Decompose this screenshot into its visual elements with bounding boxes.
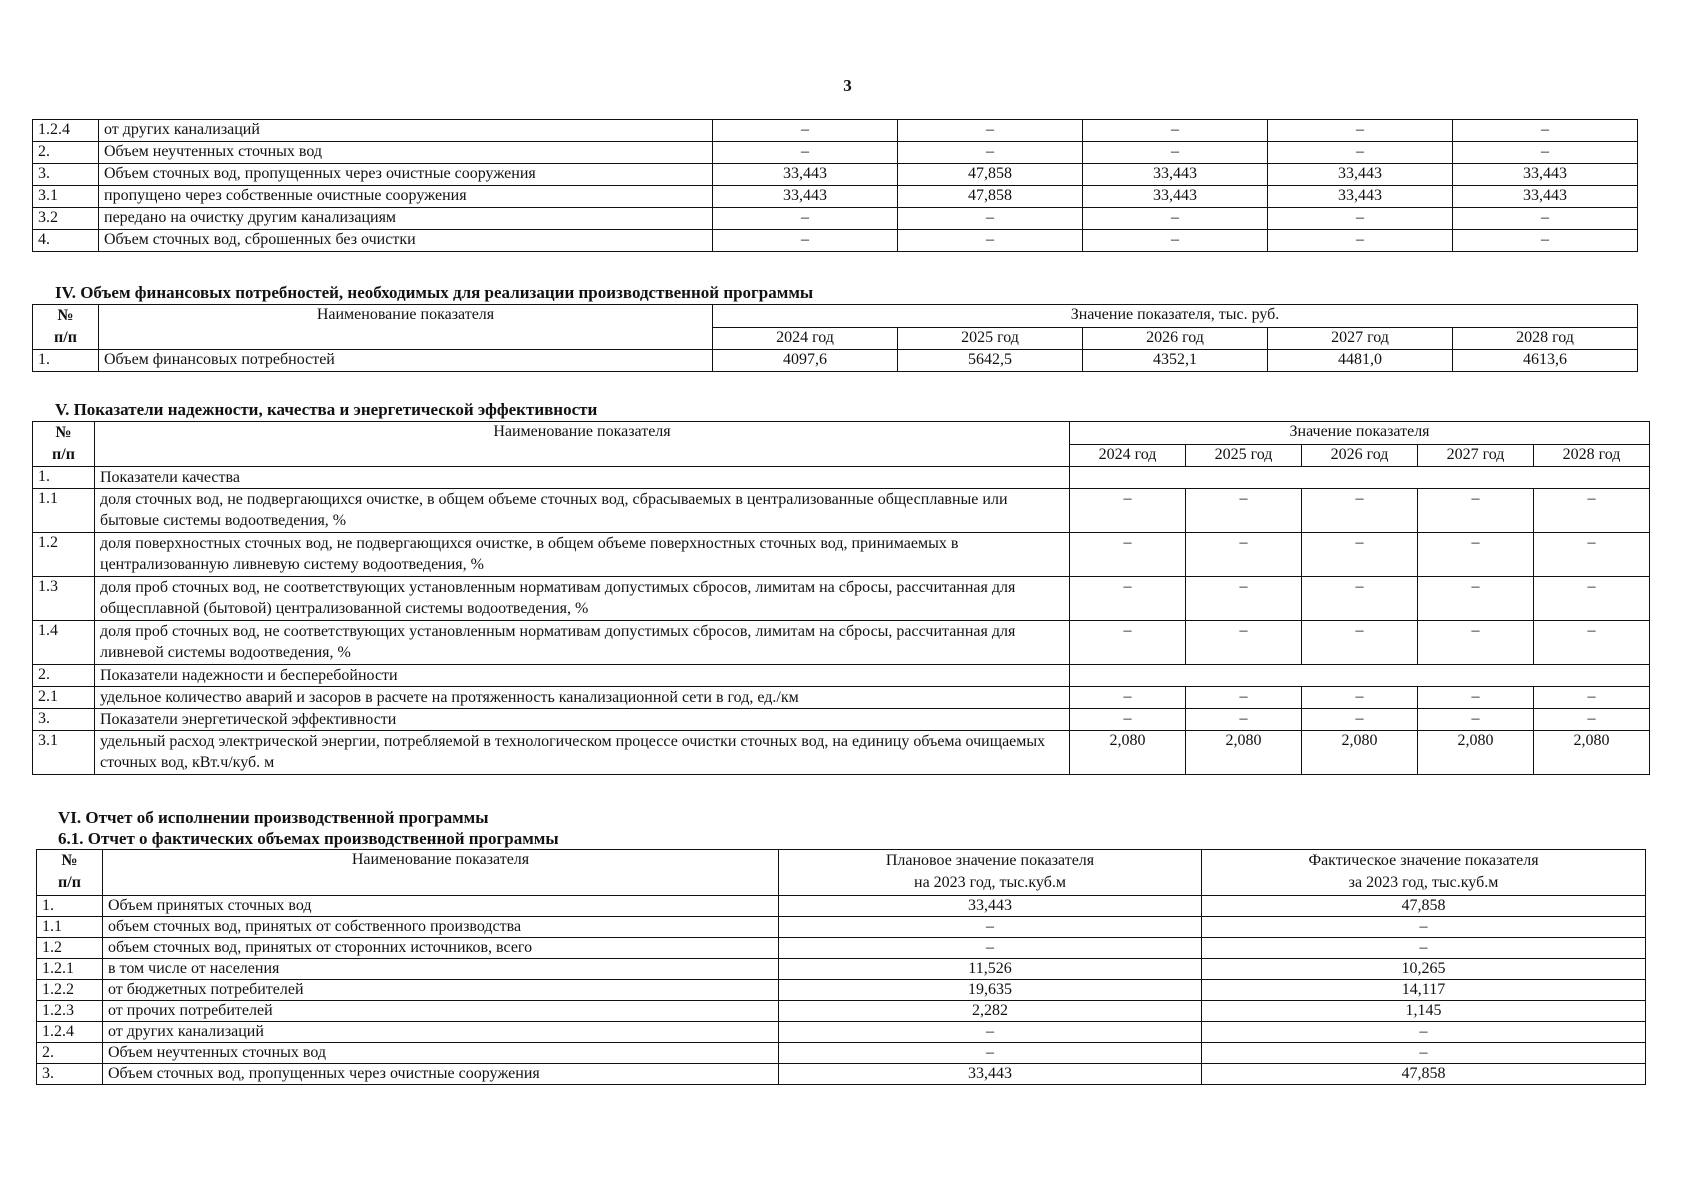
row-value: – [1453, 208, 1638, 230]
table-row [33, 621, 1650, 665]
row-name: Объем сточных вод, пропущенных через очистные сооружения [99, 164, 713, 186]
row-value: – [1453, 142, 1638, 164]
section-6-1-title: 6.1. Отчет о фактических объемах производственной программы [58, 829, 559, 848]
row-value: – [713, 230, 898, 252]
row-value: – [898, 208, 1083, 230]
row-num: 1.2 [37, 938, 103, 959]
row-name: Показатели энергетической эффективности [95, 709, 1070, 731]
row-fact-value: 14,117 [1202, 980, 1646, 1001]
row-value: – [1083, 208, 1268, 230]
row-value: – [898, 120, 1083, 142]
section-4-title: IV. Объем финансовых потребностей, необходимых для реализации производственной программы [55, 283, 814, 302]
row-name: от других канализаций [99, 120, 713, 142]
table-actual-production-volumes [36, 849, 1646, 1085]
row-name: от других канализаций [103, 1022, 779, 1043]
row-num: 3.1 [33, 731, 95, 775]
header-name: Наименование показателя [103, 850, 779, 896]
row-fact-value: 47,858 [1202, 1064, 1646, 1085]
table-row [33, 186, 1638, 208]
row-value: – [1186, 533, 1302, 577]
row-value: 47,858 [898, 186, 1083, 208]
row-value: 2,080 [1070, 731, 1186, 775]
header-year: 2024 год [1070, 444, 1186, 467]
row-value: 4352,1 [1083, 350, 1268, 372]
row-value: – [1302, 489, 1418, 533]
row-num: 1.1 [37, 917, 103, 938]
table-row [33, 665, 1650, 687]
row-value: – [1302, 577, 1418, 621]
row-value: 47,858 [898, 164, 1083, 186]
table-row [33, 350, 1638, 372]
row-name: Показатели надежности и бесперебойности [95, 665, 1070, 687]
row-fact-value: – [1202, 1043, 1646, 1064]
row-name: Объем неучтенных сточных вод [99, 142, 713, 164]
row-plan-value: – [779, 1043, 1202, 1064]
table-row [33, 533, 1650, 577]
row-value: – [1418, 621, 1534, 665]
row-name: Показатели качества [95, 467, 1070, 489]
row-value: – [1186, 687, 1302, 709]
table-row [33, 208, 1638, 230]
row-name: объем сточных вод, принятых от сторонних источников, всего [103, 938, 779, 959]
row-name: Объем сточных вод, пропущенных через очистные сооружения [103, 1064, 779, 1085]
table-row [37, 1043, 1646, 1064]
row-value: – [1534, 577, 1650, 621]
row-name: Объем принятых сточных вод [103, 896, 779, 917]
row-value: – [1534, 533, 1650, 577]
row-value: 5642,5 [898, 350, 1083, 372]
page-number: 3 [843, 76, 852, 95]
table-row [33, 142, 1638, 164]
header-year: 2028 год [1453, 327, 1638, 350]
table-row [33, 709, 1650, 731]
row-value: 2,080 [1534, 731, 1650, 775]
row-name: удельное количество аварий и засоров в расчете на протяженность канализационной сети в год, ед./км [95, 687, 1070, 709]
row-value: – [1534, 621, 1650, 665]
row-plan-value: 33,443 [779, 1064, 1202, 1085]
header-num: № п/п [33, 305, 99, 350]
row-value: – [1453, 120, 1638, 142]
row-value: – [1302, 709, 1418, 731]
row-value: 2,080 [1302, 731, 1418, 775]
row-plan-value: 2,282 [779, 1001, 1202, 1022]
row-value: 4613,6 [1453, 350, 1638, 372]
header-plan: Плановое значение показателя на 2023 год, тыс.куб.м [779, 850, 1202, 896]
row-plan-value: – [779, 917, 1202, 938]
row-name: от бюджетных потребителей [103, 980, 779, 1001]
header-num: № п/п [33, 422, 95, 467]
header-year: 2026 год [1302, 444, 1418, 467]
table-production-volumes-continued [32, 119, 1638, 252]
row-value: – [1418, 687, 1534, 709]
row-value: – [1186, 489, 1302, 533]
row-name: объем сточных вод, принятых от собственного производства [103, 917, 779, 938]
row-num: 1.3 [33, 577, 95, 621]
row-value: – [1268, 120, 1453, 142]
row-num: 1.2.4 [33, 120, 99, 142]
row-name: доля сточных вод, не подвергающихся очистке, в общем объеме сточных вод, сбрасываемых в централизованные общесплавные или бытовые системы водоотведения, % [95, 489, 1070, 533]
table-row [37, 896, 1646, 917]
row-value: – [1070, 621, 1186, 665]
section-6-title: VI. Отчет об исполнении производственной программы [58, 808, 489, 827]
table-row [37, 980, 1646, 1001]
row-value: – [898, 142, 1083, 164]
row-name: Объем финансовых потребностей [99, 350, 713, 372]
row-num: 2. [37, 1043, 103, 1064]
row-value: – [1302, 533, 1418, 577]
row-value-empty [1070, 467, 1650, 489]
row-name: доля поверхностных сточных вод, не подвергающихся очистке, в общем объеме поверхностных сточных вод, принимаемых в централизованную ливневую систему водоотведения, % [95, 533, 1070, 577]
row-num: 2. [33, 665, 95, 687]
row-num: 1. [33, 350, 99, 372]
row-value: 4097,6 [713, 350, 898, 372]
row-num: 3. [33, 709, 95, 731]
table-row [33, 577, 1650, 621]
header-num: № п/п [37, 850, 103, 896]
row-value: 2,080 [1418, 731, 1534, 775]
row-name: доля проб сточных вод, не соответствующих установленным нормативам допустимых сбросов, лимитам на сбросы, рассчитанная для ливневой системы водоотведения, % [95, 621, 1070, 665]
header-value-group: Значение показателя, тыс. руб. [713, 305, 1638, 328]
row-name: удельный расход электрической энергии, потребляемой в технологическом процессе очистки сточных вод, на единицу объема очищаемых сточных вод, кВт.ч/куб. м [95, 731, 1070, 775]
row-name: от прочих потребителей [103, 1001, 779, 1022]
row-plan-value: – [779, 1022, 1202, 1043]
table-row [33, 230, 1638, 252]
table-row [37, 1022, 1646, 1043]
table-row [33, 467, 1650, 489]
header-year: 2026 год [1083, 327, 1268, 350]
table-row [37, 917, 1646, 938]
row-fact-value: 10,265 [1202, 959, 1646, 980]
row-fact-value: 47,858 [1202, 896, 1646, 917]
header-year: 2025 год [1186, 444, 1302, 467]
row-value: 33,443 [1268, 186, 1453, 208]
row-plan-value: 33,443 [779, 896, 1202, 917]
row-num: 1.4 [33, 621, 95, 665]
row-fact-value: – [1202, 917, 1646, 938]
row-value: – [713, 120, 898, 142]
row-value: – [713, 142, 898, 164]
row-value: – [1534, 709, 1650, 731]
table-row [37, 959, 1646, 980]
row-value: – [1083, 230, 1268, 252]
row-num: 1.1 [33, 489, 95, 533]
row-num: 3. [37, 1064, 103, 1085]
row-value: – [1534, 687, 1650, 709]
row-num: 1.2.4 [37, 1022, 103, 1043]
table-row [33, 731, 1650, 775]
row-value: – [1186, 621, 1302, 665]
row-value: – [1302, 687, 1418, 709]
row-value-empty [1070, 665, 1650, 687]
row-fact-value: – [1202, 1022, 1646, 1043]
row-value: – [1070, 489, 1186, 533]
row-num: 3. [33, 164, 99, 186]
row-value: – [1534, 489, 1650, 533]
section-5-title: V. Показатели надежности, качества и энергетической эффективности [55, 400, 598, 419]
row-fact-value: – [1202, 938, 1646, 959]
table-row [33, 687, 1650, 709]
row-name: передано на очистку другим канализациям [99, 208, 713, 230]
row-fact-value: 1,145 [1202, 1001, 1646, 1022]
row-name: пропущено через собственные очистные сооружения [99, 186, 713, 208]
row-value: – [1268, 230, 1453, 252]
row-num: 1. [33, 467, 95, 489]
row-value: 33,443 [1083, 186, 1268, 208]
row-value: 33,443 [1083, 164, 1268, 186]
row-num: 4. [33, 230, 99, 252]
row-value: 4481,0 [1268, 350, 1453, 372]
row-num: 2. [33, 142, 99, 164]
row-value: – [1418, 489, 1534, 533]
row-num: 2.1 [33, 687, 95, 709]
table-row [37, 1001, 1646, 1022]
header-name: Наименование показателя [99, 305, 713, 350]
row-num: 1.2 [33, 533, 95, 577]
row-num: 3.1 [33, 186, 99, 208]
table-row [33, 489, 1650, 533]
row-value: – [1453, 230, 1638, 252]
header-name: Наименование показателя [95, 422, 1070, 467]
row-value: 33,443 [1268, 164, 1453, 186]
row-plan-value: 19,635 [779, 980, 1202, 1001]
header-year: 2028 год [1534, 444, 1650, 467]
row-num: 3.2 [33, 208, 99, 230]
header-year: 2025 год [898, 327, 1083, 350]
table-row [37, 938, 1646, 959]
row-name: Объем неучтенных сточных вод [103, 1043, 779, 1064]
table-financial-needs [32, 304, 1638, 372]
row-value: – [1070, 533, 1186, 577]
row-value: 33,443 [1453, 186, 1638, 208]
row-value: – [1083, 120, 1268, 142]
row-value: – [1268, 142, 1453, 164]
table-row [37, 1064, 1646, 1085]
row-name: в том числе от населения [103, 959, 779, 980]
row-num: 1.2.2 [37, 980, 103, 1001]
row-value: – [1070, 709, 1186, 731]
header-year: 2027 год [1418, 444, 1534, 467]
row-num: 1. [37, 896, 103, 917]
row-value: – [1302, 621, 1418, 665]
header-value-group: Значение показателя [1070, 422, 1650, 445]
row-value: – [1070, 687, 1186, 709]
header-fact: Фактическое значение показателя за 2023 год, тыс.куб.м [1202, 850, 1646, 896]
row-value: 2,080 [1186, 731, 1302, 775]
row-value: – [1418, 709, 1534, 731]
row-num: 1.2.3 [37, 1001, 103, 1022]
header-year: 2027 год [1268, 327, 1453, 350]
row-value: 33,443 [1453, 164, 1638, 186]
row-name: Объем сточных вод, сброшенных без очистки [99, 230, 713, 252]
row-value: – [1083, 142, 1268, 164]
row-value: – [898, 230, 1083, 252]
row-value: – [1418, 533, 1534, 577]
row-value: – [1186, 577, 1302, 621]
row-num: 1.2.1 [37, 959, 103, 980]
table-row [33, 164, 1638, 186]
row-value: 33,443 [713, 186, 898, 208]
row-plan-value: 11,526 [779, 959, 1202, 980]
row-plan-value: – [779, 938, 1202, 959]
row-value: – [1186, 709, 1302, 731]
table-reliability-quality-indicators [32, 421, 1650, 775]
row-value: – [1070, 577, 1186, 621]
row-value: – [713, 208, 898, 230]
row-value: – [1268, 208, 1453, 230]
header-year: 2024 год [713, 327, 898, 350]
row-value: 33,443 [713, 164, 898, 186]
row-name: доля проб сточных вод, не соответствующих установленным нормативам допустимых сбросов, лимитам на сбросы, рассчитанная для общесплавной (бытовой) централизованной системы водоотведения, % [95, 577, 1070, 621]
table-row [33, 120, 1638, 142]
row-value: – [1418, 577, 1534, 621]
